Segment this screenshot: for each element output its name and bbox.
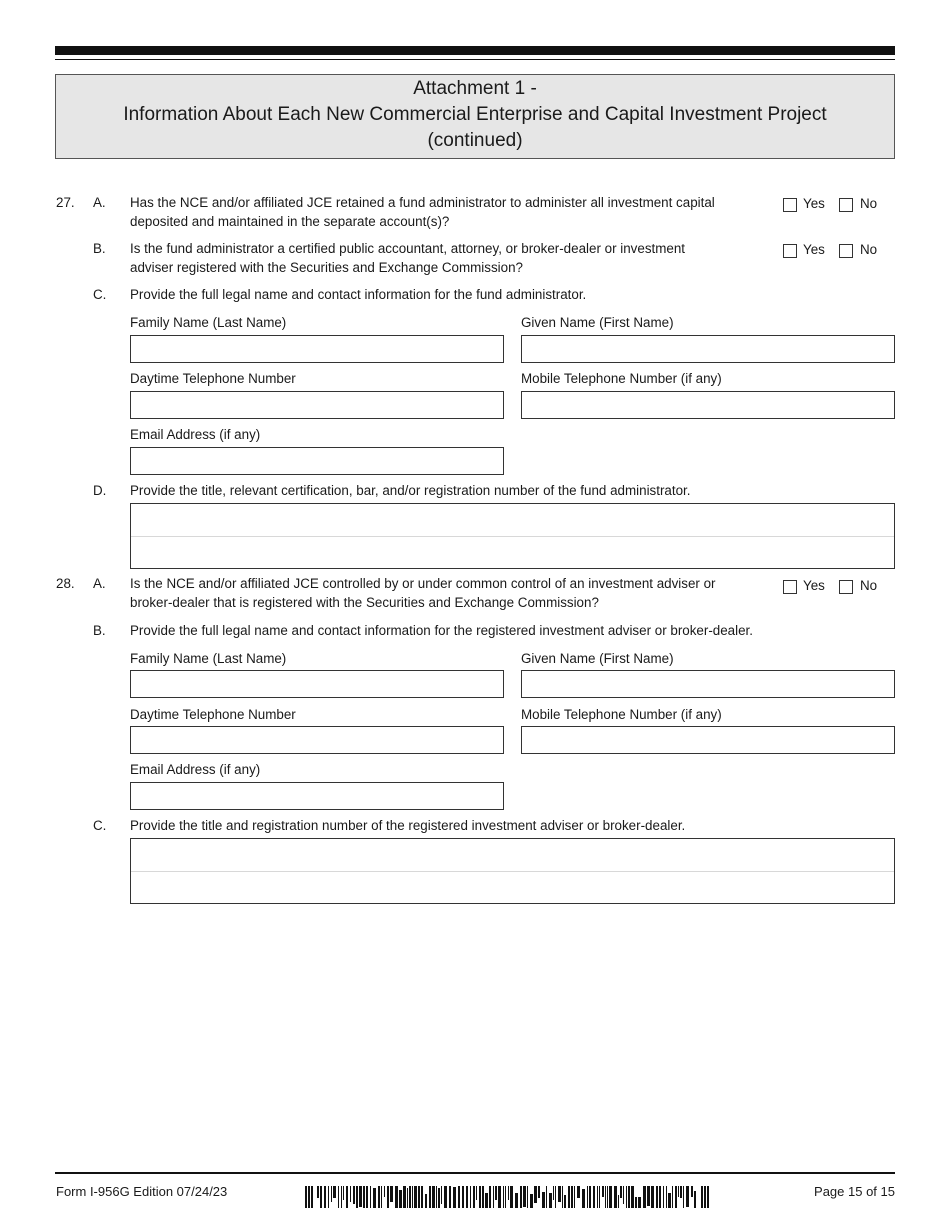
q28c-textarea[interactable] (130, 838, 895, 904)
footer-page-number: Page 15 of 15 (814, 1184, 895, 1199)
top-thick-rule (55, 46, 895, 55)
q27b-letter: B. (93, 241, 106, 256)
q28b-family-name-field[interactable] (130, 670, 504, 698)
header-line-3: (continued) (427, 130, 523, 151)
q28b-text: Provide the full legal name and contact information for the registered investment adviser or broker-dealer. (130, 623, 753, 638)
q27c-daytime-phone-field[interactable] (130, 391, 504, 419)
q28b-mobile-phone-field[interactable] (521, 726, 895, 754)
q28a-line2: broker-dealer that is registered with the Securities and Exchange Commission? (130, 595, 599, 610)
q27c-letter: C. (93, 287, 107, 302)
q27b-line2: adviser registered with the Securities and Exchange Commission? (130, 260, 523, 275)
q27c-mobile-phone-field[interactable] (521, 391, 895, 419)
q28b-given-name-field[interactable] (521, 670, 895, 698)
q28b-email-label: Email Address (if any) (130, 762, 261, 777)
q28b-mobile-phone-label: Mobile Telephone Number (if any) (521, 707, 722, 722)
q27b-no-label: No (860, 242, 878, 257)
q27c-family-name-field[interactable] (130, 335, 504, 363)
q27c-family-name-label: Family Name (Last Name) (130, 315, 287, 330)
q28b-letter: B. (93, 623, 106, 638)
q27c-given-name-field[interactable] (521, 335, 895, 363)
q27c-given-name-label: Given Name (First Name) (521, 315, 674, 330)
q28b-daytime-phone-field[interactable] (130, 726, 504, 754)
q27c-mobile-phone-label: Mobile Telephone Number (if any) (521, 371, 722, 386)
top-thin-rule (55, 59, 895, 60)
q28-number: 28. (56, 576, 75, 591)
q27c-email-label: Email Address (if any) (130, 427, 261, 442)
q27c-email-field[interactable] (130, 447, 504, 475)
q27c-text: Provide the full legal name and contact information for the fund administrator. (130, 287, 587, 302)
q28a-yes-label: Yes (803, 578, 825, 593)
q27a-yes-label: Yes (803, 196, 825, 211)
q28a-letter: A. (93, 576, 106, 591)
q27b-no-checkbox[interactable] (839, 244, 853, 258)
q27a-yes-checkbox[interactable] (783, 198, 797, 212)
footer-rule (55, 1172, 895, 1174)
q27d-letter: D. (93, 483, 107, 498)
q27d-text: Provide the title, relevant certification, bar, and/or registration number of the fund administrator. (130, 483, 691, 498)
q28c-letter: C. (93, 818, 107, 833)
q28a-line1: Is the NCE and/or affiliated JCE controlled by or under common control of an investment adviser or (130, 576, 716, 591)
q28a-no-checkbox[interactable] (839, 580, 853, 594)
q28b-family-name-label: Family Name (Last Name) (130, 651, 287, 666)
q27a-line2: deposited and maintained in the separate account(s)? (130, 214, 450, 229)
q28a-yes-checkbox[interactable] (783, 580, 797, 594)
footer-form-id: Form I-956G Edition 07/24/23 (56, 1184, 228, 1199)
q28b-email-field[interactable] (130, 782, 504, 810)
q27a-letter: A. (93, 195, 106, 210)
q27-number: 27. (56, 195, 75, 210)
header-line-1: Attachment 1 - (413, 78, 537, 99)
q27d-textarea[interactable] (130, 503, 895, 569)
q28c-text: Provide the title and registration number of the registered investment adviser or broker-dealer. (130, 818, 686, 833)
section-header (55, 74, 895, 159)
header-line-2: Information About Each New Commercial Enterprise and Capital Investment Project (123, 104, 827, 125)
barcode-image (305, 1186, 713, 1208)
q27a-no-label: No (860, 196, 878, 211)
q27b-yes-label: Yes (803, 242, 825, 257)
q27b-line1: Is the fund administrator a certified public accountant, attorney, or broker-dealer or investment (130, 241, 685, 256)
q28b-daytime-phone-label: Daytime Telephone Number (130, 707, 296, 722)
q27c-daytime-phone-label: Daytime Telephone Number (130, 371, 296, 386)
q28a-no-label: No (860, 578, 878, 593)
q27b-yes-checkbox[interactable] (783, 244, 797, 258)
q28b-given-name-label: Given Name (First Name) (521, 651, 674, 666)
q27a-no-checkbox[interactable] (839, 198, 853, 212)
q27a-line1: Has the NCE and/or affiliated JCE retained a fund administrator to administer all investment capital (130, 195, 715, 210)
